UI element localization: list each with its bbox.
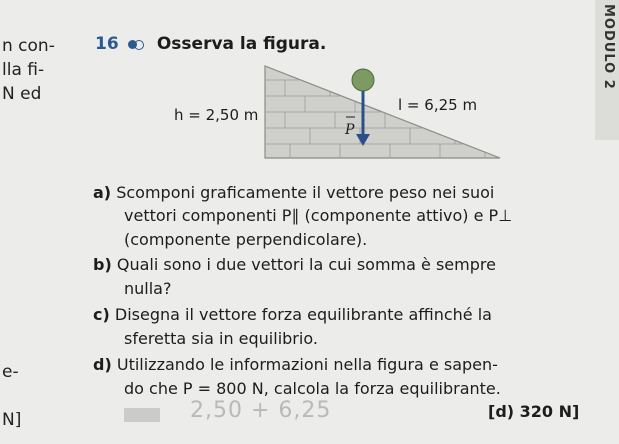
problem-header bbox=[95, 34, 326, 54]
question-a-letter: a) bbox=[93, 183, 112, 202]
question-c-line2: sferetta sia in equilibrio. bbox=[124, 329, 318, 348]
question-d-line2: do che P = 800 N, calcola la forza equilibrante. bbox=[124, 379, 501, 398]
question-b bbox=[93, 253, 496, 277]
question-b-line1: Quali sono i due vettori la cui somma è sempre bbox=[116, 255, 496, 274]
length-label: l = 6,25 m bbox=[398, 96, 478, 114]
answer-key: [d) 320 N] bbox=[488, 402, 580, 421]
question-c-letter: c) bbox=[93, 305, 110, 324]
question-c bbox=[93, 303, 492, 327]
question-b-line2: nulla? bbox=[124, 279, 172, 298]
margin-fragment-3: N ed bbox=[2, 84, 42, 104]
question-a-line3: (componente perpendicolare). bbox=[124, 230, 368, 249]
margin-fragment-4: e- bbox=[2, 362, 19, 382]
problem-header-text: Osserva la figura. bbox=[156, 34, 327, 54]
margin-fragment-5: N] bbox=[2, 410, 22, 430]
margin-fragment-2: lla fi- bbox=[2, 60, 45, 80]
problem-number: 16 bbox=[95, 34, 119, 54]
question-a-line2: vettori componenti P∥ (componente attivo) e P⊥ bbox=[124, 206, 513, 225]
difficulty-empty-dot-icon bbox=[134, 40, 144, 50]
chapter-strip bbox=[595, 0, 619, 140]
question-b-letter: b) bbox=[93, 255, 112, 274]
ball bbox=[352, 69, 374, 91]
question-d-letter: d) bbox=[93, 355, 112, 374]
scribble-mark bbox=[124, 408, 160, 422]
inclined-plane-figure bbox=[160, 58, 520, 170]
margin-fragment-1: n con- bbox=[2, 36, 55, 56]
question-c-line1: Disegna il vettore forza equilibrante affinché la bbox=[114, 305, 492, 324]
chapter-strip-text: MODULO 2 bbox=[601, 4, 616, 90]
height-label: h = 2,50 m bbox=[174, 106, 259, 124]
question-a bbox=[93, 181, 494, 205]
question-d-line1: Utilizzando le informazioni nella figura e sapen- bbox=[116, 355, 498, 374]
handwritten-note: 2,50 + 6,25 bbox=[190, 398, 332, 423]
weight-label: P bbox=[345, 122, 355, 138]
question-d bbox=[93, 353, 498, 377]
question-a-line1: Scomponi graficamente il vettore peso nei suoi bbox=[116, 183, 495, 202]
